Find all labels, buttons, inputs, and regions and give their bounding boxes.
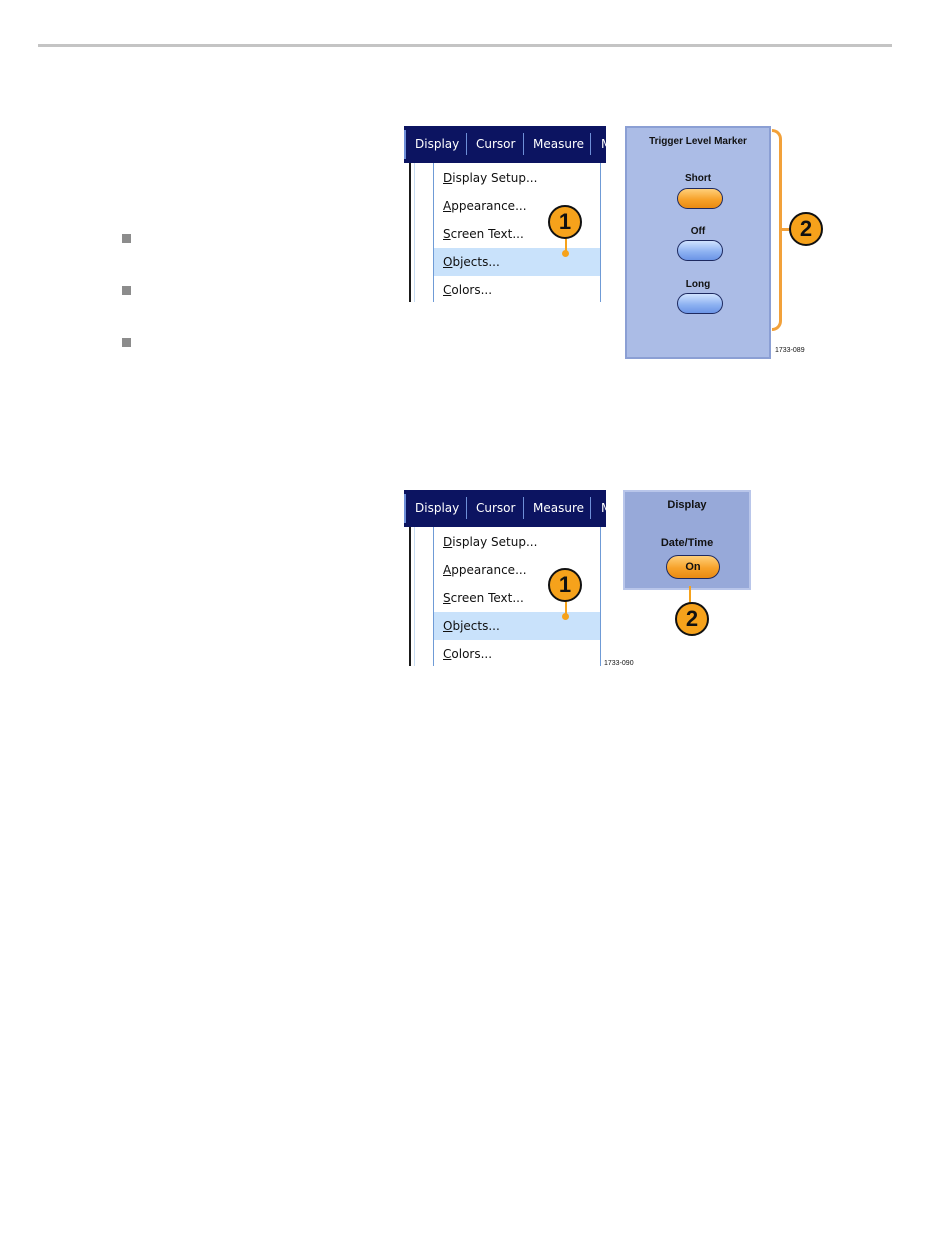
menu-item-objects[interactable]: Objects... [434,612,600,640]
menu-cursor[interactable]: Cursor [476,501,516,515]
figure-code: 1733-089 [775,347,805,354]
callout-2: 2 [675,602,709,636]
menu-item-screen-text[interactable]: Screen Text... [443,227,524,241]
callout-2: 2 [789,212,823,246]
panel-title: Display [667,499,707,511]
menu-measure[interactable]: Measure [533,137,584,151]
menu-measure[interactable]: Measure [533,501,584,515]
menu-display[interactable]: Display [415,137,460,151]
menu-item-colors[interactable]: Colors... [443,283,493,297]
bullet-marker [122,338,131,347]
bullet-marker [122,286,131,295]
callout-target-dot [562,250,569,257]
short-button[interactable] [677,188,723,209]
date-time-on-button[interactable]: On [666,555,720,579]
callout-leader [689,586,691,603]
bullet-marker [122,234,131,243]
menu-item-colors[interactable]: Colors... [443,647,493,661]
menu-item-appearance[interactable]: Appearance... [443,199,527,213]
menu-bar [404,490,612,527]
long-button[interactable] [677,293,723,314]
menu-next-cut[interactable]: M [601,501,612,515]
menu-display[interactable]: Display [415,501,460,515]
callout-1: 1 [548,205,582,239]
menu-item-appearance[interactable]: Appearance... [443,563,527,577]
display-panel [623,490,751,590]
menu-item-screen-text[interactable]: Screen Text... [443,591,524,605]
off-button[interactable] [677,240,723,261]
off-label: Off [690,226,706,237]
figure-code: 1733-090 [604,660,634,667]
menu-item-display-setup[interactable]: Display Setup... [443,535,538,549]
date-time-label: Date/Time [660,537,714,549]
trigger-level-marker-panel [625,126,771,359]
short-label: Short [684,173,712,184]
menu-bar [404,126,612,163]
menu-cursor[interactable]: Cursor [476,137,516,151]
callout-target-dot [562,613,569,620]
callout-1: 1 [548,568,582,602]
menu-item-objects[interactable]: Objects... [434,248,600,276]
menu-next-cut[interactable]: M [601,137,612,151]
long-label: Long [685,279,711,290]
menu-item-display-setup[interactable]: Display Setup... [443,171,538,185]
panel-title: Trigger Level Marker [649,136,747,147]
page-header-rule [38,44,892,47]
